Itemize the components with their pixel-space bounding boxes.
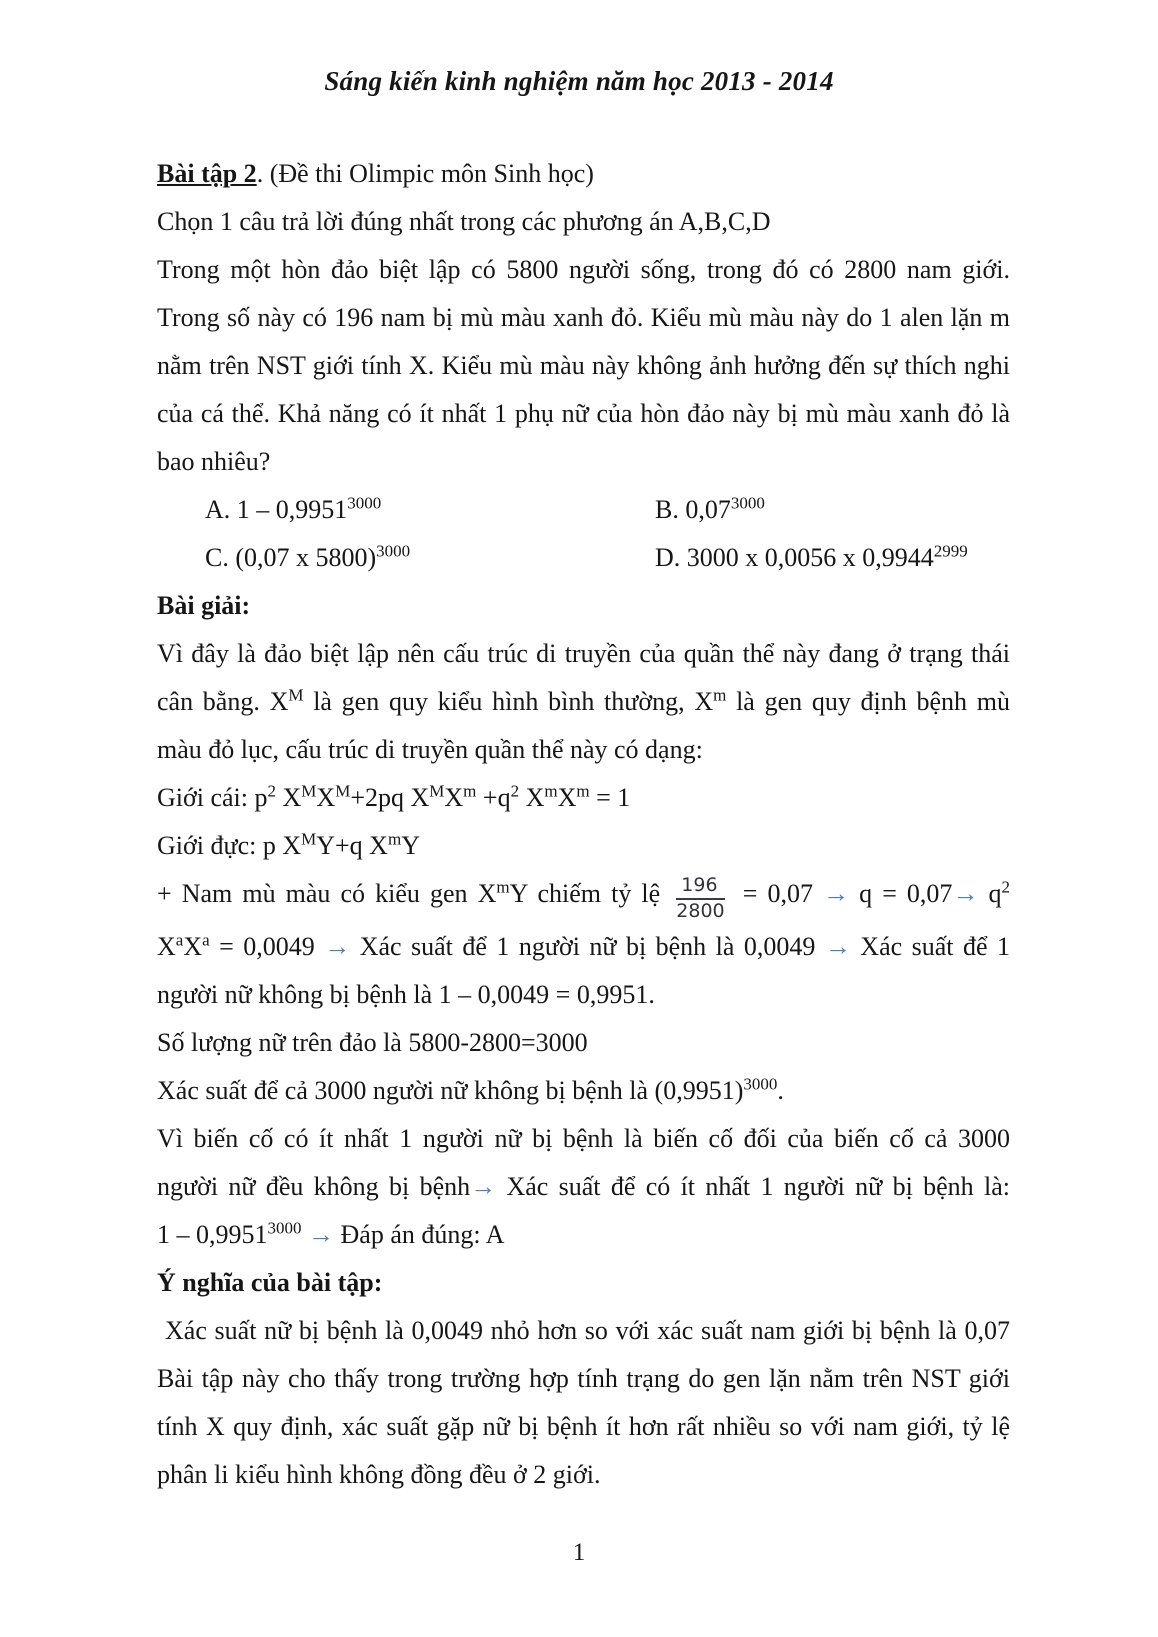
solution-line: cân bằng. $X^M$ là gen quy kiểu hình bình thường, $X^m$ là gen quy định bệnh mù bbox=[157, 685, 1010, 716]
solution-line: người nữ đều không bị bệnh→ Xác suất để có ít nhất 1 người nữ bị bệnh là: bbox=[157, 1171, 1010, 1201]
superscript: a bbox=[202, 930, 210, 950]
instruction-line: Chọn 1 câu trả lời đúng nhất trong các phương án A,B,C,D bbox=[157, 207, 771, 236]
equation-line: Giới cái: $p^2$ $X^MX^M+2pq$ $X^MX^m +q^2$ $X^mX^m = 1$ bbox=[157, 781, 631, 812]
page-number: 1 bbox=[572, 1539, 586, 1566]
solution-heading: Bài giải: bbox=[157, 591, 251, 620]
arrow-right-icon: → bbox=[824, 931, 851, 961]
answer-options-row-2 bbox=[157, 534, 1010, 582]
option-d: D. 3000 x 0,0056 x $0,9944^{2999}$ bbox=[655, 541, 968, 572]
superscript: 3000 bbox=[267, 1218, 302, 1238]
document-body bbox=[157, 150, 1010, 1499]
answer-line: $1 - 0,9951^{3000}$ → Đáp án đúng: A bbox=[157, 1218, 505, 1249]
solution-line: Vì biến cố có ít nhất 1 người nữ bị bệnh là biến cố đối của biến cố cả 3000 bbox=[157, 1123, 1010, 1153]
solution-line: $X^aX^a = 0,0049$ → Xác suất để 1 người nữ bị bệnh là 0,0049 → Xác suất để 1 bbox=[157, 930, 1010, 961]
superscript: M bbox=[429, 781, 445, 801]
exercise-title: Bài tập 2. (Đề thi Olimpic môn Sinh học) bbox=[157, 159, 594, 188]
meaning-heading: Ý nghĩa của bài tập: bbox=[157, 1267, 383, 1297]
fraction bbox=[676, 875, 724, 923]
fraction-numerator: 196 bbox=[676, 875, 724, 900]
meaning-line: Xác suất nữ bị bệnh là 0,0049 nhỏ hơn so với xác suất nam giới bị bệnh là 0,07 bbox=[165, 1315, 1010, 1345]
equation-line: Giới đực: p $X^MY+q$ $X^mY$ bbox=[157, 829, 420, 860]
superscript: m bbox=[544, 781, 558, 801]
solution-line: màu đỏ lục, cấu trúc di truyền quần thể này có dạng: bbox=[157, 735, 703, 764]
problem-line: của cá thể. Khả năng có ít nhất 1 phụ nữ của hòn đảo này bị mù màu xanh đỏ là bbox=[157, 399, 1010, 428]
superscript: M bbox=[288, 685, 304, 705]
arrow-right-icon: → bbox=[324, 931, 351, 961]
option-b: B. $0,07^{3000}$ bbox=[655, 493, 765, 524]
problem-line: bao nhiêu? bbox=[157, 447, 271, 476]
solution-line: Số lượng nữ trên đảo là 5800-2800=3000 bbox=[157, 1027, 588, 1057]
superscript: m bbox=[496, 877, 510, 897]
option-a: A. $1 - 0,9951^{3000}$ bbox=[205, 493, 382, 524]
superscript: M bbox=[301, 781, 317, 801]
superscript: 2 bbox=[267, 781, 276, 801]
superscript: 3000 bbox=[743, 1074, 778, 1094]
arrow-right-icon: → bbox=[823, 879, 850, 908]
arrow-right-icon: → bbox=[308, 1219, 334, 1249]
meaning-line: phân li kiểu hình không đồng đều ở 2 giới. bbox=[157, 1459, 601, 1489]
superscript: m bbox=[576, 781, 590, 801]
solution-line: Vì đây là đảo biệt lập nên cấu trúc di truyền của quần thể này đang ở trạng thái bbox=[157, 639, 1010, 668]
page-header: Sáng kiến kinh nghiệm năm học 2013 - 2014 bbox=[324, 66, 834, 96]
superscript: M bbox=[335, 781, 351, 801]
superscript: a bbox=[175, 930, 184, 950]
option-c: C. (0,07 x 5800)$^{3000}$ bbox=[205, 541, 411, 572]
superscript: 3000 bbox=[347, 493, 382, 513]
answer-options-row-1 bbox=[157, 486, 1010, 534]
solution-line-with-fraction: + Nam mù màu có kiểu gen $X^mY$ chiếm tỷ lệ $\frac{196}{2800}$ = $0,07 \to q = 0,07\to q^2$ bbox=[157, 874, 1011, 922]
superscript: M bbox=[301, 829, 317, 849]
superscript: m bbox=[463, 781, 477, 801]
problem-line: Trong một hòn đảo biệt lập có 5800 người sống, trong đó có 2800 nam giới. bbox=[157, 255, 1010, 284]
superscript: m bbox=[387, 829, 402, 849]
superscript: m bbox=[713, 685, 727, 705]
solution-line: Xác suất để cả 3000 người nữ không bị bệnh là $(0,9951)^{3000}$. bbox=[157, 1074, 784, 1105]
superscript: 2999 bbox=[933, 541, 968, 561]
problem-line: Trong số này có 196 nam bị mù màu xanh đỏ. Kiểu mù màu này do 1 alen lặn m bbox=[157, 303, 1010, 332]
superscript: 2 bbox=[1001, 877, 1011, 897]
arrow-right-icon: → bbox=[952, 879, 979, 908]
meaning-line: tính X quy định, xác suất gặp nữ bị bệnh ít hơn rất nhiều so với nam giới, tỷ lệ bbox=[157, 1411, 1010, 1441]
superscript: 2 bbox=[510, 781, 520, 801]
superscript: 3000 bbox=[730, 493, 765, 513]
arrow-right-icon: → bbox=[470, 1171, 497, 1201]
problem-line: nằm trên NST giới tính X. Kiểu mù màu này không ảnh hưởng đến sự thích nghi bbox=[157, 351, 1010, 380]
fraction-denominator: 2800 bbox=[676, 900, 725, 922]
superscript: 3000 bbox=[376, 541, 411, 561]
meaning-line: Bài tập này cho thấy trong trường hợp tính trạng do gen lặn nằm trên NST giới bbox=[157, 1363, 1010, 1393]
solution-line: người nữ không bị bệnh là 1 – 0,0049 = 0,9951. bbox=[157, 979, 655, 1009]
